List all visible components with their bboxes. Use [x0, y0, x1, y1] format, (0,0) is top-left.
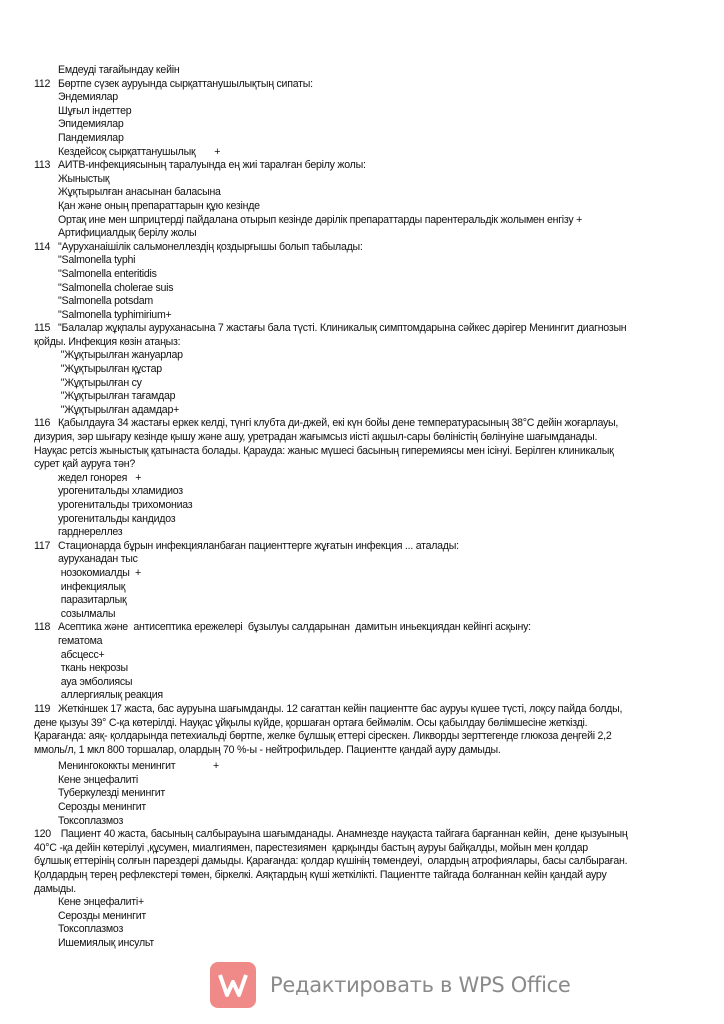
answer-option — [0, 390, 724, 404]
answer-option — [0, 635, 724, 649]
answer-option — [0, 485, 724, 499]
question-stem — [0, 322, 724, 336]
question-text: Бөртпе сүзек ауруында сырқаттанушылықтың сипаты: — [58, 77, 313, 90]
answer-option-text: ткань некрозы — [58, 662, 128, 675]
answer-option — [0, 526, 724, 540]
wps-edit-banner[interactable] — [210, 962, 571, 1008]
question-text: қойды. Инфекция көзін атаңыз: — [34, 335, 181, 348]
question-stem — [0, 78, 724, 92]
answer-option — [0, 404, 724, 418]
question-text: Науқас ретсіз жыныстық қатынаста болады. Қарауда: жаныс мүшесі басының гиперемиясы мен ісінуі. Берілген клиникалық — [34, 444, 614, 457]
answer-option — [0, 553, 724, 567]
question-stem-continuation — [0, 717, 724, 731]
answer-option — [0, 200, 724, 214]
answer-option-text: "Salmonella potsdam — [58, 295, 153, 308]
question-stem — [0, 540, 724, 554]
answer-option-text: Туберкулезді менингит — [58, 787, 165, 800]
answer-option-text: абсцесс+ — [58, 648, 105, 661]
question-text: Қолдардың терең рефлекстері төмен, біркелкі. Аяқтардың күші жеткілікті. Пациентте тайгада болғаннан кейін қандай ауру — [34, 869, 607, 882]
question-stem-continuation — [0, 730, 724, 744]
answer-option-text: инфекциялық — [58, 580, 126, 593]
question-stem — [0, 621, 724, 635]
answer-option — [0, 774, 724, 788]
question-number: 117 — [34, 539, 51, 552]
answer-option-text: созылмалы — [58, 607, 116, 620]
answer-option-text: гематома — [58, 634, 103, 647]
answer-option — [0, 214, 724, 228]
answer-option — [0, 513, 724, 527]
question-stem-continuation — [0, 855, 724, 869]
answer-option-text: Жұқтырылған анасынан баласына — [58, 186, 221, 199]
question-text: дизурия, зәр шығару кезінде қышу және ашу, уретрадан жағымсыз иісті ақшыл-сары бөліністің бөлінуіне шағымданады. — [34, 431, 598, 444]
answer-option — [0, 910, 724, 924]
question-number: 116 — [34, 417, 51, 430]
answer-option — [0, 363, 724, 377]
answer-option — [0, 649, 724, 663]
answer-option — [0, 282, 724, 296]
answer-option-text: Кене энцефалиті+ — [58, 896, 144, 909]
question-stem — [0, 703, 724, 717]
question-number: 112 — [34, 77, 51, 90]
answer-option — [0, 268, 724, 282]
answer-option-text: "Жұқтырылған тағамдар — [58, 390, 176, 403]
question-text: "Ауруханаішілік сальмонеллездің қоздырғышы болып табылады: — [58, 240, 363, 253]
answer-option — [0, 787, 724, 801]
answer-option — [0, 594, 724, 608]
answer-option-text: Артифициалдық берілу жолы — [58, 227, 197, 240]
question-text: Қарағанда: аяқ- қолдарында петехиальді бөртпе, желке бұлшық еттері сірескен. Ликворды зерттегенде глюкоза деңгейі 2,2 — [34, 730, 612, 743]
answer-option — [0, 896, 724, 910]
answer-option-text: Эпидемиялар — [58, 118, 124, 131]
answer-option — [0, 472, 724, 486]
question-number: 115 — [34, 322, 51, 335]
answer-option-text: Кене энцефалиті — [58, 773, 139, 786]
question-text: дамыды. — [34, 882, 76, 895]
question-stem-continuation — [0, 883, 724, 897]
answer-option-text: Серозды менингит — [58, 909, 146, 922]
answer-option-text: "Salmonella cholerae suis — [58, 281, 174, 294]
answer-option-text: "Жұқтырылған жануарлар — [58, 349, 183, 362]
answer-option-text: Шұғыл індеттер — [58, 104, 132, 117]
answer-option-text: Токсоплазмоз — [58, 923, 124, 936]
answer-option-text: аллергиялық реакция — [58, 689, 163, 702]
answer-option-text: Серозды менингит — [58, 801, 146, 814]
question-stem — [0, 241, 724, 255]
question-stem-continuation — [0, 458, 724, 472]
answer-option-text: гарднереллез — [58, 526, 123, 539]
answer-option-text: нозокомиалды + — [58, 566, 141, 579]
question-text: "Балалар жұқпалы ауруханасына 7 жастағы бала түсті. Клиникалық симптомдарына сәйкес дәрігер Менингит диагнозын — [58, 322, 627, 335]
question-stem-continuation — [0, 842, 724, 856]
answer-option — [0, 91, 724, 105]
answer-option-text: "Жұқтырылған адамдар+ — [58, 403, 180, 416]
question-stem — [0, 828, 724, 842]
question-stem — [0, 159, 724, 173]
answer-option-text: Менингококкты менингит + — [58, 760, 219, 773]
question-text: 40°С -қа дейін көтерілуі ,құсумен, миалгиямен, парестезиямен қарқынды бастың ауруы байқалды, мойын мен қолдар — [34, 841, 588, 854]
answer-option-text: ауа эмболиясы — [58, 675, 133, 688]
answer-option — [0, 377, 724, 391]
question-number: 119 — [34, 702, 51, 715]
question-text: Пациент 40 жаста, басының салбырауына шағымданады. Анамнезде науқаста тайгаға барғаннан кейін, дене қызуының — [58, 828, 628, 841]
answer-option — [0, 118, 724, 132]
answer-option — [0, 689, 724, 703]
question-number: 120 — [34, 828, 51, 841]
question-stem — [0, 417, 724, 431]
question-text: сурет қай ауруға тән? — [34, 458, 136, 471]
answer-option-text: "Жұқтырылған су — [58, 376, 142, 389]
wps-logo-icon — [210, 962, 256, 1008]
answer-option-text: "Salmonella enteritidis — [58, 267, 157, 280]
answer-option-text: урогенитальды хламидиоз — [58, 485, 183, 498]
answer-option — [0, 581, 724, 595]
answer-option-text: Токсоплазмоз — [58, 814, 124, 827]
answer-option — [0, 295, 724, 309]
question-stem-continuation — [0, 744, 724, 758]
answer-option — [0, 937, 724, 951]
answer-option — [0, 105, 724, 119]
answer-option — [0, 499, 724, 513]
answer-option-text: Эндемиялар — [58, 91, 118, 104]
question-text: ммоль/л, 1 мкл 800 торшалар, олардың 70 %-ы - нейтрофильдер. Пациентте қандай ауру дамыды. — [34, 743, 501, 756]
answer-option — [0, 676, 724, 690]
question-text: Стационарда бұрын инфекцияланбаған пациенттерге жұғатын инфекция ... аталады: — [58, 539, 459, 552]
answer-option — [0, 801, 724, 815]
answer-option — [0, 254, 724, 268]
answer-option-text: Кездейсоқ сырқаттанушылық + — [58, 145, 221, 158]
answer-option — [0, 608, 724, 622]
question-number: 118 — [34, 621, 51, 634]
answer-option — [0, 146, 724, 160]
answer-option-text: паразитарлық — [58, 594, 127, 607]
answer-option — [0, 132, 724, 146]
answer-option — [0, 309, 724, 323]
answer-option-text: жедел гонорея + — [58, 471, 142, 484]
answer-option-text: Ишемиялық инсульт — [58, 937, 154, 949]
question-text: АИТВ-инфекциясының таралуында ең жиі таралған берілу жолы: — [58, 159, 366, 172]
question-number: 114 — [34, 240, 51, 253]
question-stem-continuation — [0, 869, 724, 883]
answer-option — [0, 923, 724, 937]
answer-option-text: Ортақ ине мен шприцтерді пайдалана отырып кезінде дәрілік препараттарды парентеральдік жолымен енгізу + — [58, 213, 583, 226]
answer-option-text: "Жұқтырылған құстар — [58, 363, 162, 376]
question-stem-continuation — [0, 445, 724, 459]
answer-option-text: Жыныстық — [58, 172, 110, 185]
question-text: бұлшық еттерінің солғын парездері дамыды. Қарағанда: қолдар күшінің төмендеуі, олардың атрофиялары, басы салбыраған. — [34, 855, 628, 868]
answer-option — [0, 227, 724, 241]
question-stem-continuation — [0, 336, 724, 350]
document-page — [0, 64, 724, 951]
question-text: Жеткіншек 17 жаста, бас ауруына шағымданды. 12 сағаттан кейін пациентте бас ауруы күшее түсті, лоқсу пайда болды, — [58, 702, 623, 715]
answer-option-text: "Salmonella typhi — [58, 254, 136, 267]
question-text: дене қызуы 39° С-қа көтерілді. Науқас ұйқылы күйде, қоршаған ортаға беймәлім. Осы қабылдау бөлімшесіне жеткізді. — [34, 716, 588, 729]
answer-option — [0, 567, 724, 581]
answer-option — [0, 173, 724, 187]
question-stem-continuation — [0, 431, 724, 445]
answer-option-text: урогенитальды кандидоз — [58, 512, 176, 525]
wps-edit-label[interactable]: Редактировать в WPS Office — [270, 973, 571, 997]
answer-option-text: "Salmonella typhimirium+ — [58, 308, 172, 321]
answer-option — [0, 349, 724, 363]
lead-line — [0, 64, 724, 78]
question-text: Қабылдауға 34 жастағы еркек келді, түнгі клубта ди-джей, екі күн бойы дене температурасының 38°С дейін жоғарлауы, — [58, 417, 619, 430]
answer-option-text: Қан және оның препараттарын құю кезінде — [58, 199, 260, 212]
lead-line-text: Емдеуді тағайындау кейін — [58, 64, 180, 76]
question-number: 113 — [34, 159, 51, 172]
answer-option-text: урогенитальды трихомониаз — [58, 499, 193, 511]
answer-option — [0, 662, 724, 676]
answer-option-text: Пандемиялар — [58, 131, 124, 144]
answer-option — [0, 760, 724, 774]
answer-option — [0, 186, 724, 200]
answer-option-text: ауруханадан тыс — [58, 553, 138, 566]
answer-option — [0, 815, 724, 829]
question-text: Асептика және антисептика ережелері бұзылуы салдарынан дамитын иньекциядан кейінгі асқыну: — [58, 621, 531, 634]
